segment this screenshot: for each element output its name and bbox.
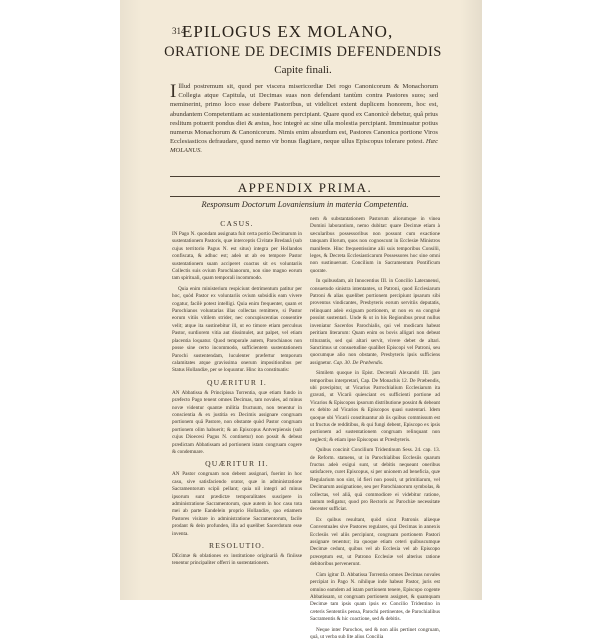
divider-rule-bottom: [170, 196, 440, 197]
left-column: [172, 216, 302, 600]
appendix-subtitle: Responsum Doctorum Lovaniensium in materia Competentia.: [201, 200, 409, 209]
divider-rule-top: [170, 176, 440, 177]
intro-signature: Hæc MOLANUS.: [170, 138, 438, 155]
drop-cap: I: [170, 81, 177, 102]
right-paragraph-2-citation: Cap. 30. De Præbendis.: [333, 359, 384, 366]
right-column: [310, 216, 440, 640]
right-paragraph-6: Cùm igitur D. Abbatissa Torrentia omnes Decimas novales percipiat in Pago N. nihilque inde habeat Pastor, juris est omnino eamdem ad istam portionem tenere, Episcopo cogente Abbatissam, ut congruam portionem assignet, & quamquam Decimæ tam ipsis quam ipsis ex Concilio Tridentino in cæteris Sententiis pensa, Parochi pertinentes, de Parochialibus Sacramentis & hic coactione, sed & debitis.: [310, 571, 440, 623]
casus-paragraph: IN Pago N. quondam assignata fuit certa portio Decimarum in sustentationem Pastoris, quæ interceptis Civitate Bredanâ (sub cujus territorio Pagus N. est situs) integra per Hollandos confiscata, & adhuc est; adeò ut ab eo tempore Pastor sustentationem suam acciperet coactus sit ex voluntariis Collectis suis ovium Parochianorum, non sine magno eorum tam spirituali, quam temporali incommodo.: [172, 231, 302, 282]
book-page: [120, 0, 482, 640]
resolutio-heading: RESOLUTIO.: [208, 541, 266, 551]
intro-text: lllud postremum sit, quod per viscera misericordiæ Dei rogo Canonicorum & Monachorum Collegia atque Capitula, ut Decimas suas non defendant tantùm contra Pastores suos; sed meminerint, primo loco esse debere Pastoribus, ut videlicet extent duplicem honorem, hoc est, abundantem Competentiam ac sustentationem percipiant. Quare quod ex Canonicè debetur, quâ prius reslitum potuerit pondus diei & æstus, hoc integrè ac sine ulla molestia percipiant. Imminuatur potius numerus Monachorum & Canonicorum. Nimis enim absurdum est, Pastores Canonica portione Viros Ecclesiasticos defraudare, quod nemo vir bonus flagitare, neque ullus Episcopus tolerare potest.: [170, 83, 438, 146]
right-paragraph-3: Similem quoque in Epist. Decretali Alexandri III. jam temporibus interpretari, Cap. De Monachis 12. De Præbendis, ubi præcipitur, ut Vicarius Parrochialium Ecclesiarum ita gravati, ut Vicarii quiesciant ex sufficienti portione ad Vicarios & Episcopos ipsorum distributione possint & debeant ex debito ad Vicarios & Episcopos quasi sustentari. Idem quoque ubi Vicarii constituantur ab iis quibus commissum est ut fructus de redditibus, & qui fungi debent, Episcopo ex ipsis portionem ad sustentationem congruam relinquant non neglecti; & etiam ipse Episcopus ut Præsbyteris.: [310, 370, 440, 443]
right-paragraph-5: Ex quibus resultant, quòd sicut Patronis aliæque Conventuales sive Pastores regulares, qui Decimas in annexis Ecclesiis vel aliis percipiunt, congruam portionem Pastori assignare tenentur; ita quoque etiam ceteri quibuscumque Decimæ cedunt, quibus vel ab Ecclesia vel ab Episcopo præceptum est, ut Patrono Ecclesiæ vel alterius ratione debitoribus pervenerunt.: [310, 516, 440, 568]
appendix-title: APPENDIX PRIMA.: [237, 180, 373, 195]
casus-paragraph-2: Quia enim ministerium respiciunt detrimentum patitur per hoc, quòd Pastor ex voluntariis ovium subsidiis eam vivere cogatur, facilè potest intelligi. Quia enim frequenter, quam et Parochianos voluntarias illas collectas remittere, si Pastor eorum vitiis vitilem strider, nec concupiscentias consentire velit; atque ita sustinebitur ill, ut eo timore etiam perculsus Pastor, surdiorem vitia aut dissimulet, aut palpet, vel etiam placentia loquatur. Quod temporale autem, Parochianos non posse sine certo incommodo, sufficientem sustentationem Parochi sustentendam, luculenter præfertur temporum calamitates atque gravissima onerum impositionibus per Status Hollandiæ, per se loquuntur. Hinc ita constituatis:: [172, 285, 302, 374]
resolutio-paragraph: DEcimæ & oblationes ex institutione originariâ & finiisse tenentur principaliter offerri in sustentationem.: [172, 553, 302, 567]
page-subtitle: ORATIONE DE DECIMIS DEFENDENDIS: [164, 44, 442, 60]
chapter-label: Capite finali.: [274, 64, 332, 76]
right-paragraph-2-text: In quibusdam, ait Innocentius III. in Concilio Lateranensi, consuetudo sinistra intentantes, ut Patroni, quod Ecclesiarum Patroni & alias quælibet portionem percipiunt ipsarum sibi proventus vindicantes, Presbyteris eorum servitiis deputatis, relinquant adeò exiguam portionem, ut non ex ea congruè possint sustentari. Unde & ut in his Regionibus prout nullus inveniatur Sacerdos Parochialis, qui vel modicam habeat peritiam literarum: Quam enim os bovis alligari non debeat triturantis, sed qui altari servit, vivere debet de altari. Sanctimus ut consuetudine qualibet Episcopi vel Patroni, seu quocumque alio non obstante, Presbyteris ipsis sufficiens assignetur.: [310, 278, 440, 366]
right-paragraph-7: Neque inter Parochos, sed & non aliis pertinet congruam, quâ, ut verba sub lite alius Concilia: [310, 626, 440, 640]
question-1-heading: QUÆRITUR I.: [206, 377, 268, 387]
page-title: EPILOGUS EX MOLANO,: [182, 22, 394, 41]
question-2-paragraph: AN Pastor congruam non debent assignari, fuerint in hoc casu, sive satisfaciendo orator, quæ in administratione Sacramentorum scipii pellant; quia nil integri ad minus ipsorum sunt prædictæ temporalitates suscipere in administratione Sacramentorum, quæ autem in hoc casu tota mei ab parte Eandelein proprio Hollandiæ, quo etiamem Pastores visitare in administratione Sacramentorum, facile prodant & dein profunden, illa ad quælibet Sacerdotum esse inventa.: [172, 471, 302, 537]
right-paragraph-2: [310, 278, 440, 367]
right-paragraph-1: nem & substantationem Pastorum aliorumque in vinea Domini laborantium, nemo dubitat: quare Decimæ etiam à sæcularibus possessoribus non possunt cum exactione tanquam illorum, quos non cognoscunt in Ecclesiæ Ministros manifeste. Hinc frequentissime alii suis temporibus Consilii, leges, & Decreta Ecclesiasticarum Possessores hoc sine omni non sustinuerunt. Concilium in Sacramentum Pontificum quorate.: [310, 216, 440, 274]
intro-paragraph: [170, 82, 438, 156]
casus-heading: CASUS.: [220, 219, 254, 228]
page-number: 314: [172, 26, 186, 36]
question-2-heading: QUÆRITUR II.: [205, 459, 269, 469]
right-paragraph-4: Quibus concinit Concilium Tridentinum Sess. 24. cap. 13. de Reform. statuens, ut in Parochialibus Ecclesiis quarum fructus adeò exigui sunt, ut debitis nequeant oneribus satisfacere, curet Episcopus, si per unionem ad beneficia, quæ Regularium non sint, id fieri non possit, ut primitiarum, vel Decimarum assignatione, seu per Parochianorum symbolas, & collectas, vel aliâ, quâ commodiore ei videbitur ratione, tantum redigatur, quod pro Rectoris ac Parochiæ necessitate decenter sufficiat.: [310, 447, 440, 513]
question-1-paragraph: AN Abbatissa & Principissa Torrentia, quæ etiam fundo in præfecto Pago tenent omnes Decimas, tam novales, ad minus novæ videntur quantæ militia fructuum, non tenentur in conscientia & ex justitia ex Decimis assignare congruam portionem quā Pastore, non obstante quòd Pastor congruam portionem olim habuerit; & an Episcopus Antverpiensis (sub cujus Dioecesi Pagus N. continetur) non possit & debeat prædictam Abbatissam ad portionem istam congruam cogere & condemnare.: [172, 389, 302, 455]
